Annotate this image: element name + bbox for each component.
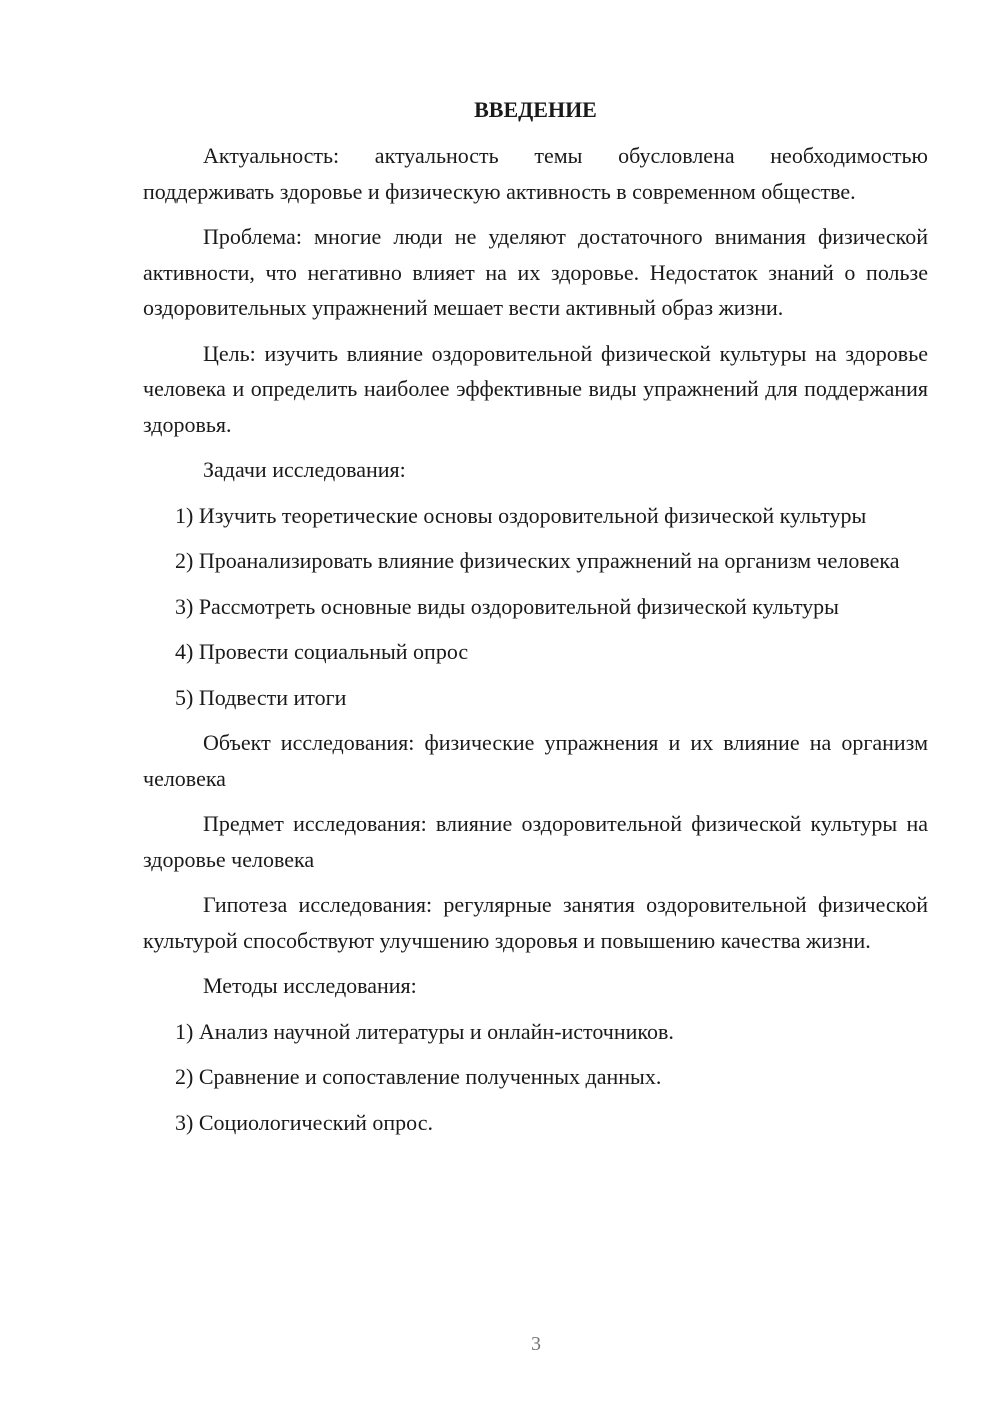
goal-paragraph: Цель: изучить влияние оздоровительной физической культуры на здоровье человека и определить наиболее эффективные виды упражнений для поддержания здоровья. (143, 340, 928, 437)
task-item-5: 5) Подвести итоги (175, 684, 347, 710)
problem-paragraph: Проблема: многие люди не уделяют достаточного внимания физической активности, что негативно влияет на их здоровье. Недостаток знаний о пользе оздоровительных упражнений мешает вести активный образ жизни. (143, 224, 928, 320)
object-paragraph: Объект исследования: физические упражнения и их влияние на организм человека (143, 730, 928, 791)
task-item-2: 2) Проанализировать влияние физических упражнений на организм человека (175, 548, 900, 573)
methods-heading: Методы исследования: (203, 973, 417, 998)
relevance-paragraph: Актуальность: актуальность темы обусловлена необходимостью поддерживать здоровье и физическую активность в современном обществе. (143, 143, 928, 204)
method-item-2: 2) Сравнение и сопоставление полученных данных. (175, 1064, 662, 1089)
tasks-heading: Задачи исследования: (203, 457, 406, 482)
method-item-3: 3) Социологический опрос. (175, 1109, 433, 1135)
task-item-3: 3) Рассмотреть основные виды оздоровительной физической культуры (175, 593, 839, 619)
task-item-1: 1) Изучить теоретические основы оздоровительной физической культуры (175, 502, 867, 528)
section-title: ВВЕДЕНИЕ (474, 97, 597, 122)
subject-paragraph: Предмет исследования: влияние оздоровительной физической культуры на здоровье человека (143, 811, 928, 872)
task-item-4: 4) Провести социальный опрос (175, 639, 469, 664)
page-number: 3 (531, 1333, 541, 1355)
method-item-1: 1) Анализ научной литературы и онлайн-источников. (175, 1018, 674, 1044)
hypothesis-paragraph: Гипотеза исследования: регулярные занятия оздоровительной физической культурой способствуют улучшению здоровья и повышению качества жизни. (143, 892, 928, 953)
document-body (143, 95, 928, 1150)
